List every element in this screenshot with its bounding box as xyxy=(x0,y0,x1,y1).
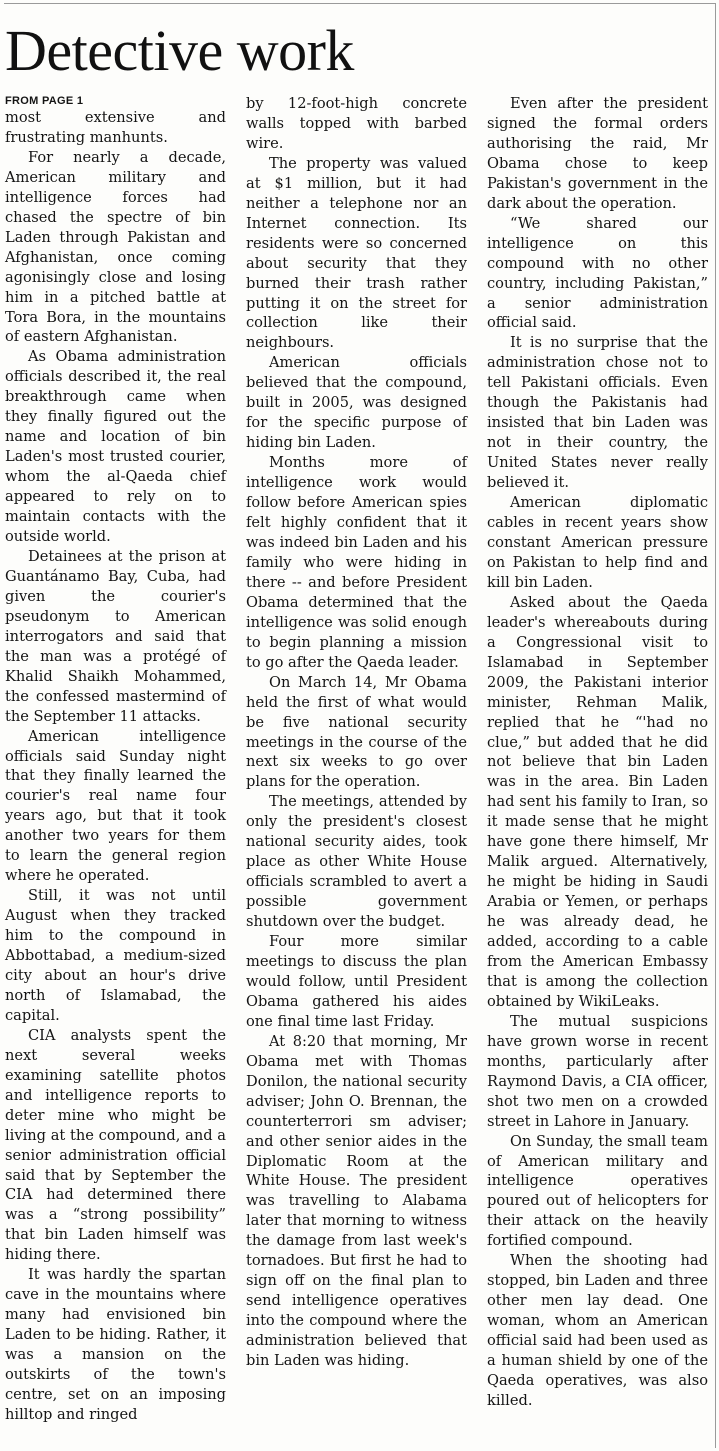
paragraph: Still, it was not until August when they tracked him to the compound in Abbottabad, a medium-sized city about an hour's drive north of Islamabad, the capital. xyxy=(5,887,226,1024)
paragraph: The meetings, attended by only the president's closest national security aides, took place as other White House officials scrambled to avert a possible government shutdown over the budget. xyxy=(246,793,467,931)
paragraph: Months more of intelligence work would follow before American spies felt highly confident that it was indeed bin Laden and his family who were hiding in there -- and before President Obama determined that the intelligence was solid enough to begin planning a mission to go after the Qaeda leader. xyxy=(246,454,467,671)
paragraph: American diplomatic cables in recent years show constant American pressure on Pakistan to help find and kill bin Laden. xyxy=(487,494,708,591)
headline: Detective work xyxy=(5,18,354,83)
paragraph: It is no surprise that the administration chose not to tell Pakistani officials. Even though the Pakistanis had insisted that bin Laden was not in their country, the United States never really believed it. xyxy=(487,334,708,492)
paragraph: Asked about the Qaeda leader's whereabouts during a Congressional visit to Islamabad in September 2009, the Pakistani interior minister, Rehman Malik, replied that he “'had no clue,” but added that he did not believe that bin Laden was in the area. Bin Laden had sent his family to Iran, so it made sense that he might have gone there himself, Mr Malik argued. Alternatively, he might be hiding in Saudi Arabia or Yemen, or perhaps he was already dead, he added, according to a cable from the American Embassy that is among the collection obtained by WikiLeaks. xyxy=(487,593,708,1010)
top-rule xyxy=(4,3,716,4)
paragraph: The property was valued at $1 million, but it had neither a telephone nor an Internet connection. Its residents were so concerned about security that they burned their trash rather putting it on the street for collection like their neighbours. xyxy=(246,154,467,352)
paragraph: As Obama administration officials described it, the real breakthrough came when they finally figured out the name and location of bin Laden's most trusted courier, whom the al-Qaeda chief appeared to rely on to maintain contacts with the outside world. xyxy=(5,348,226,546)
paragraph: On March 14, Mr Obama held the first of what would be five national security meetings in the course of the next six weeks to go over plans for the operation. xyxy=(246,673,467,791)
paragraph: CIA analysts spent the next several weeks examining satellite photos and intelligence reports to deter mine who might be living at the compound, and a senior administration official said that by September the CIA had determined there was a “strong possibility” that bin Laden himself was hiding there. xyxy=(5,1026,226,1264)
paragraph: When the shooting had stopped, bin Laden and three other men lay dead. One woman, whom an American official said had been used as a human shield by one of the Qaeda operatives, was also killed. xyxy=(487,1252,708,1409)
article-column-2 xyxy=(246,94,467,1371)
article-column-1 xyxy=(5,94,226,1425)
paragraph: by 12-foot-high concrete walls topped with barbed wire. xyxy=(246,95,467,152)
paragraph: It was hardly the spartan cave in the mountains where many had envisioned bin Laden to be hiding. Rather, it was a mansion on the outskirts of the town's centre, set on an imposing hilltop and ringed xyxy=(5,1266,226,1423)
paragraph: American officials believed that the compound, built in 2005, was designed for the specific purpose of hiding bin Laden. xyxy=(246,354,467,452)
paragraph: Detainees at the prison at Guantánamo Bay, Cuba, had given the courier's pseudonym to American interrogators and said that the man was a protégé of Khalid Shaikh Mohammed, the confessed mastermind of the September 11 attacks. xyxy=(5,547,226,725)
article-column-3 xyxy=(487,94,708,1411)
paragraph: Even after the president signed the formal orders authorising the raid, Mr Obama chose to keep Pakistan's government in the dark about the operation. xyxy=(487,95,708,212)
paragraph: most extensive and frustrating manhunts. xyxy=(5,109,226,146)
paragraph: American intelligence officials said Sunday night that they finally learned the courier's real name four years ago, but that it took another two years for them to learn the general region where he operated. xyxy=(5,727,226,885)
paragraph: The mutual suspicions have grown worse in recent months, particularly after Raymond Davis, a CIA officer, shot two men on a crowded street in Lahore in January. xyxy=(487,1012,708,1130)
paragraph: At 8:20 that morning, Mr Obama met with Thomas Donilon, the national security adviser; John O. Brennan, the counterterrori sm adviser; and other senior aides in the Diplomatic Room at the White House. The president was travelling to Alabama later that morning to witness the damage from last week's tornadoes. But first he had to sign off on the final plan to send intelligence operatives into the compound where the administration believed that bin Laden was hiding. xyxy=(246,1032,467,1370)
paragraph: On Sunday, the small team of American military and intelligence operatives poured out of helicopters for their attack on the heavily fortified compound. xyxy=(487,1132,709,1250)
paragraph: “We shared our intelligence on this compound with no other country, including Pakistan,” a senior administration official said. xyxy=(487,214,708,332)
continuation-kicker: FROM PAGE 1 xyxy=(5,95,84,107)
paragraph: Four more similar meetings to discuss the plan would follow, until President Obama gathered his aides one final time last Friday. xyxy=(246,933,467,1030)
paragraph: For nearly a decade, American military and intelligence forces had chased the spectre of bin Laden through Pakistan and Afghanistan, once coming agonisingly close and losing him in a pitched battle at Tora Bora, in the mountains of eastern Afghanistan. xyxy=(5,148,226,346)
right-rule xyxy=(715,3,716,1448)
